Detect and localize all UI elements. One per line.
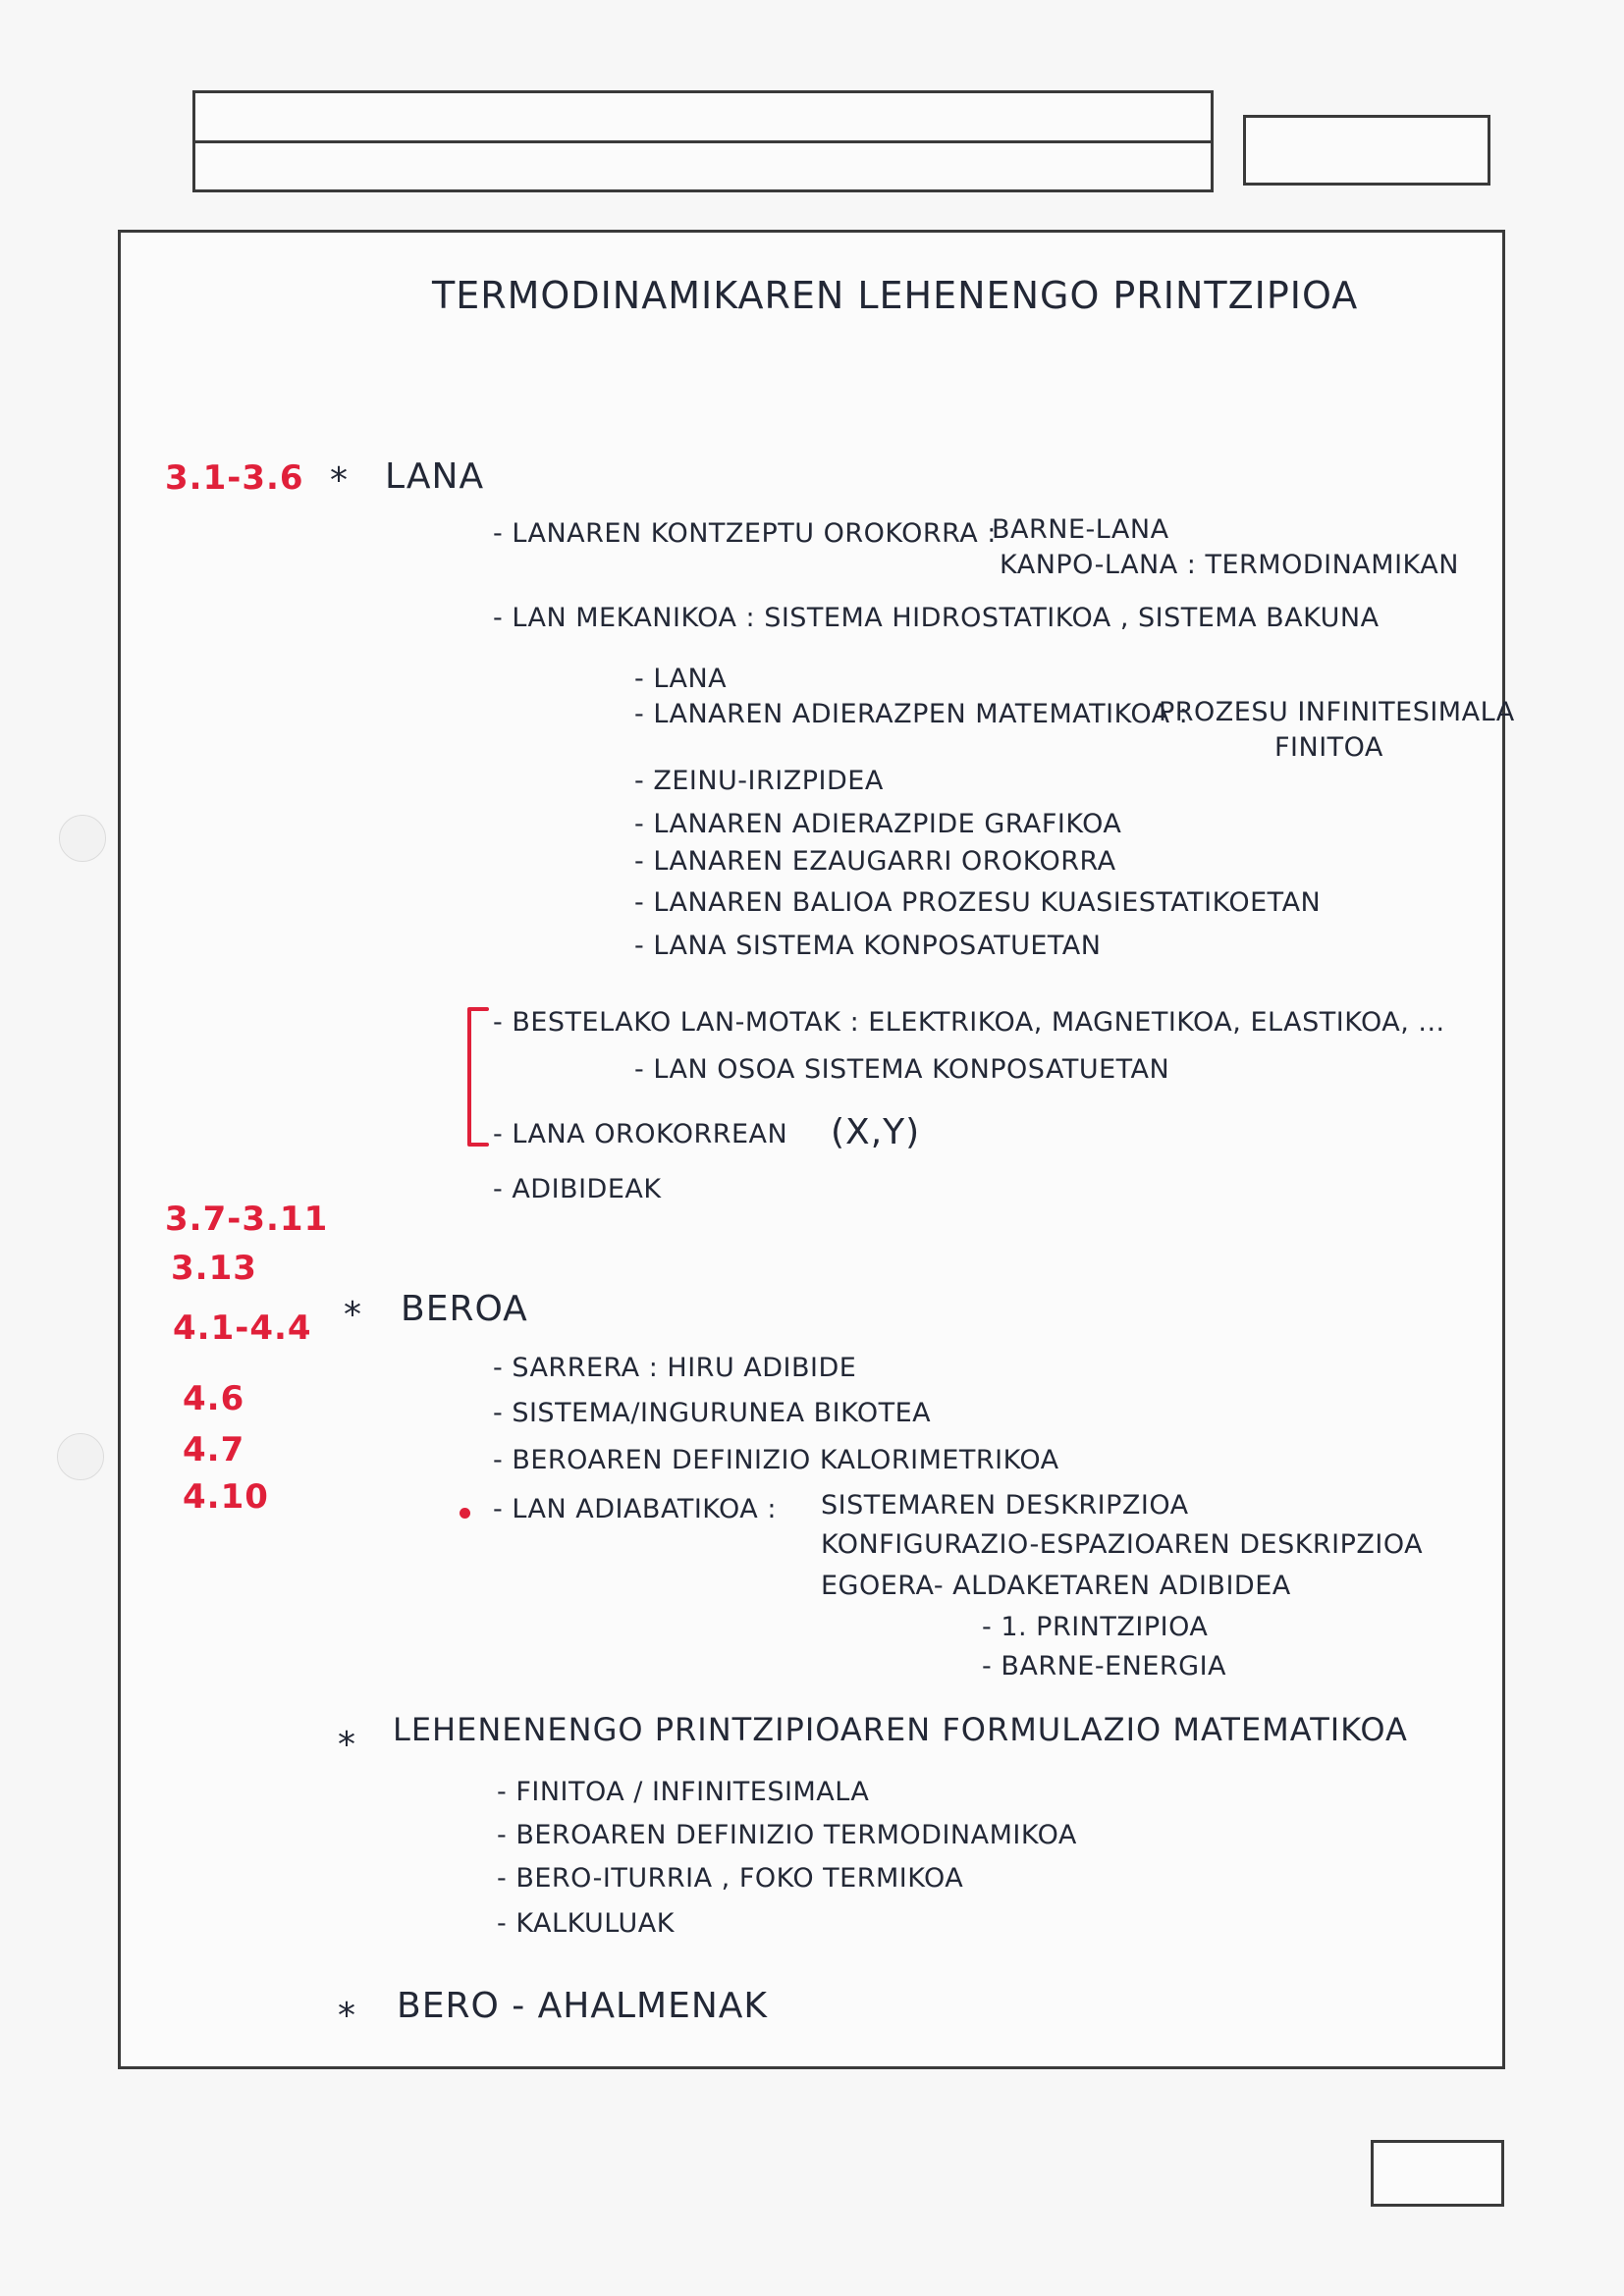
ref-4-1-4-4: 4.1-4.4 (173, 1308, 312, 1348)
ref-4-6: 4.6 (183, 1379, 245, 1418)
beroa-line-sarrera: - SARRERA : HIRU ADIBIDE (493, 1353, 857, 1383)
binder-hole-bottom (57, 1433, 104, 1480)
lana-line-mekanikoa: - LAN MEKANIKOA : SISTEMA HIDROSTATIKOA , SISTEMA BAKUNA (493, 603, 1380, 633)
lana-line-orokorrean: - LANA OROKORREAN (493, 1119, 788, 1149)
lana-sub-konposatuak: - LANA SISTEMA KONPOSATUETAN (634, 931, 1102, 961)
beroa-sub-deskripzioa: SISTEMAREN DESKRIPZIOA (821, 1490, 1189, 1521)
lana-xy: (X,Y) (831, 1112, 921, 1152)
page-number-box (1371, 2140, 1504, 2207)
formulazioa-line-kalkuluak: - KALKULUAK (497, 1908, 675, 1939)
lana-sub-ezaugarri: - LANAREN EZAUGARRI OROKORRA (634, 846, 1116, 877)
beroa-line-kalorimetrikoa: - BEROAREN DEFINIZIO KALORIMETRIKOA (493, 1445, 1059, 1475)
ref-4-10: 4.10 (183, 1477, 269, 1517)
beroa-sub-printzipioa: - 1. PRINTZIPIOA (982, 1612, 1209, 1642)
lana-bullet: * (330, 460, 349, 501)
beroa-sub-barne-energia: - BARNE-ENERGIA (982, 1651, 1227, 1682)
formulazioa-bullet: * (338, 1725, 356, 1765)
lana-barne-lana: BARNE-LANA (992, 514, 1169, 545)
lana-kanpo-lana: KANPO-LANA : TERMODINAMIKAN (1000, 550, 1459, 580)
lana-sub-infinitesimala: PROZESU INFINITESIMALA (1159, 697, 1515, 727)
ref-3-7-3-11: 3.7-3.11 (165, 1200, 329, 1239)
header-field-top (192, 90, 1214, 143)
beroa-sub-egoera: EGOERA- ALDAKETAREN ADIBIDEA (821, 1571, 1291, 1601)
lana-sub-zeinu: - ZEINU-IRIZPIDEA (634, 766, 884, 796)
beroa-line-sistema: - SISTEMA/INGURUNEA BIKOTEA (493, 1398, 932, 1428)
formulazioa-heading: LEHENENENGO PRINTZIPIOAREN FORMULAZIO MATEMATIKOA (393, 1711, 1408, 1748)
ref-3-1-3-6: 3.1-3.6 (165, 458, 304, 498)
lana-sub-balioa: - LANAREN BALIOA PROZESU KUASIESTATIKOETAN (634, 887, 1322, 918)
formulazioa-line-finitoa: - FINITOA / INFINITESIMALA (497, 1777, 870, 1807)
beroa-bullet: * (344, 1295, 362, 1335)
red-bracket (461, 1005, 491, 1148)
lana-heading: LANA (385, 456, 485, 497)
ref-3-13: 3.13 (171, 1249, 257, 1288)
lana-line-bestelako: - BESTELAKO LAN-MOTAK : ELEKTRIKOA, MAGNETIKOA, ELASTIKOA, ... (493, 1007, 1445, 1038)
lana-sub-grafikoa: - LANAREN ADIERAZPIDE GRAFIKOA (634, 809, 1122, 839)
ref-4-7: 4.7 (183, 1430, 245, 1469)
formulazioa-line-termodinamikoa: - BEROAREN DEFINIZIO TERMODINAMIKOA (497, 1820, 1077, 1850)
header-field-bottom (192, 140, 1214, 192)
page-title: TERMODINAMIKAREN LEHENENGO PRINTZIPIOA (432, 274, 1359, 317)
ahalmenak-heading: BERO - AHALMENAK (397, 1986, 769, 2026)
binder-hole-top (59, 815, 106, 862)
header-field-right (1243, 115, 1490, 186)
lana-line-adibideak: - ADIBIDEAK (493, 1174, 662, 1204)
red-dot (460, 1508, 470, 1519)
ahalmenak-bullet: * (338, 1996, 356, 2036)
formulazioa-line-bero-iturria: - BERO-ITURRIA , FOKO TERMIKOA (497, 1863, 964, 1894)
beroa-line-adiabatikoa: - LAN ADIABATIKOA : (493, 1494, 777, 1524)
lana-sub-adierazpen: - LANAREN ADIERAZPEN MATEMATIKOA : (634, 699, 1189, 729)
beroa-heading: BEROA (401, 1289, 528, 1329)
lana-sub-osoa: - LAN OSOA SISTEMA KONPOSATUETAN (634, 1054, 1170, 1085)
lana-sub-lana: - LANA (634, 664, 728, 694)
beroa-sub-konfigurazio: KONFIGURAZIO-ESPAZIOAREN DESKRIPZIOA (821, 1529, 1424, 1560)
lana-line-kontzeptua: - LANAREN KONTZEPTU OROKORRA : (493, 518, 997, 549)
lana-sub-finitoa: FINITOA (1274, 732, 1383, 763)
